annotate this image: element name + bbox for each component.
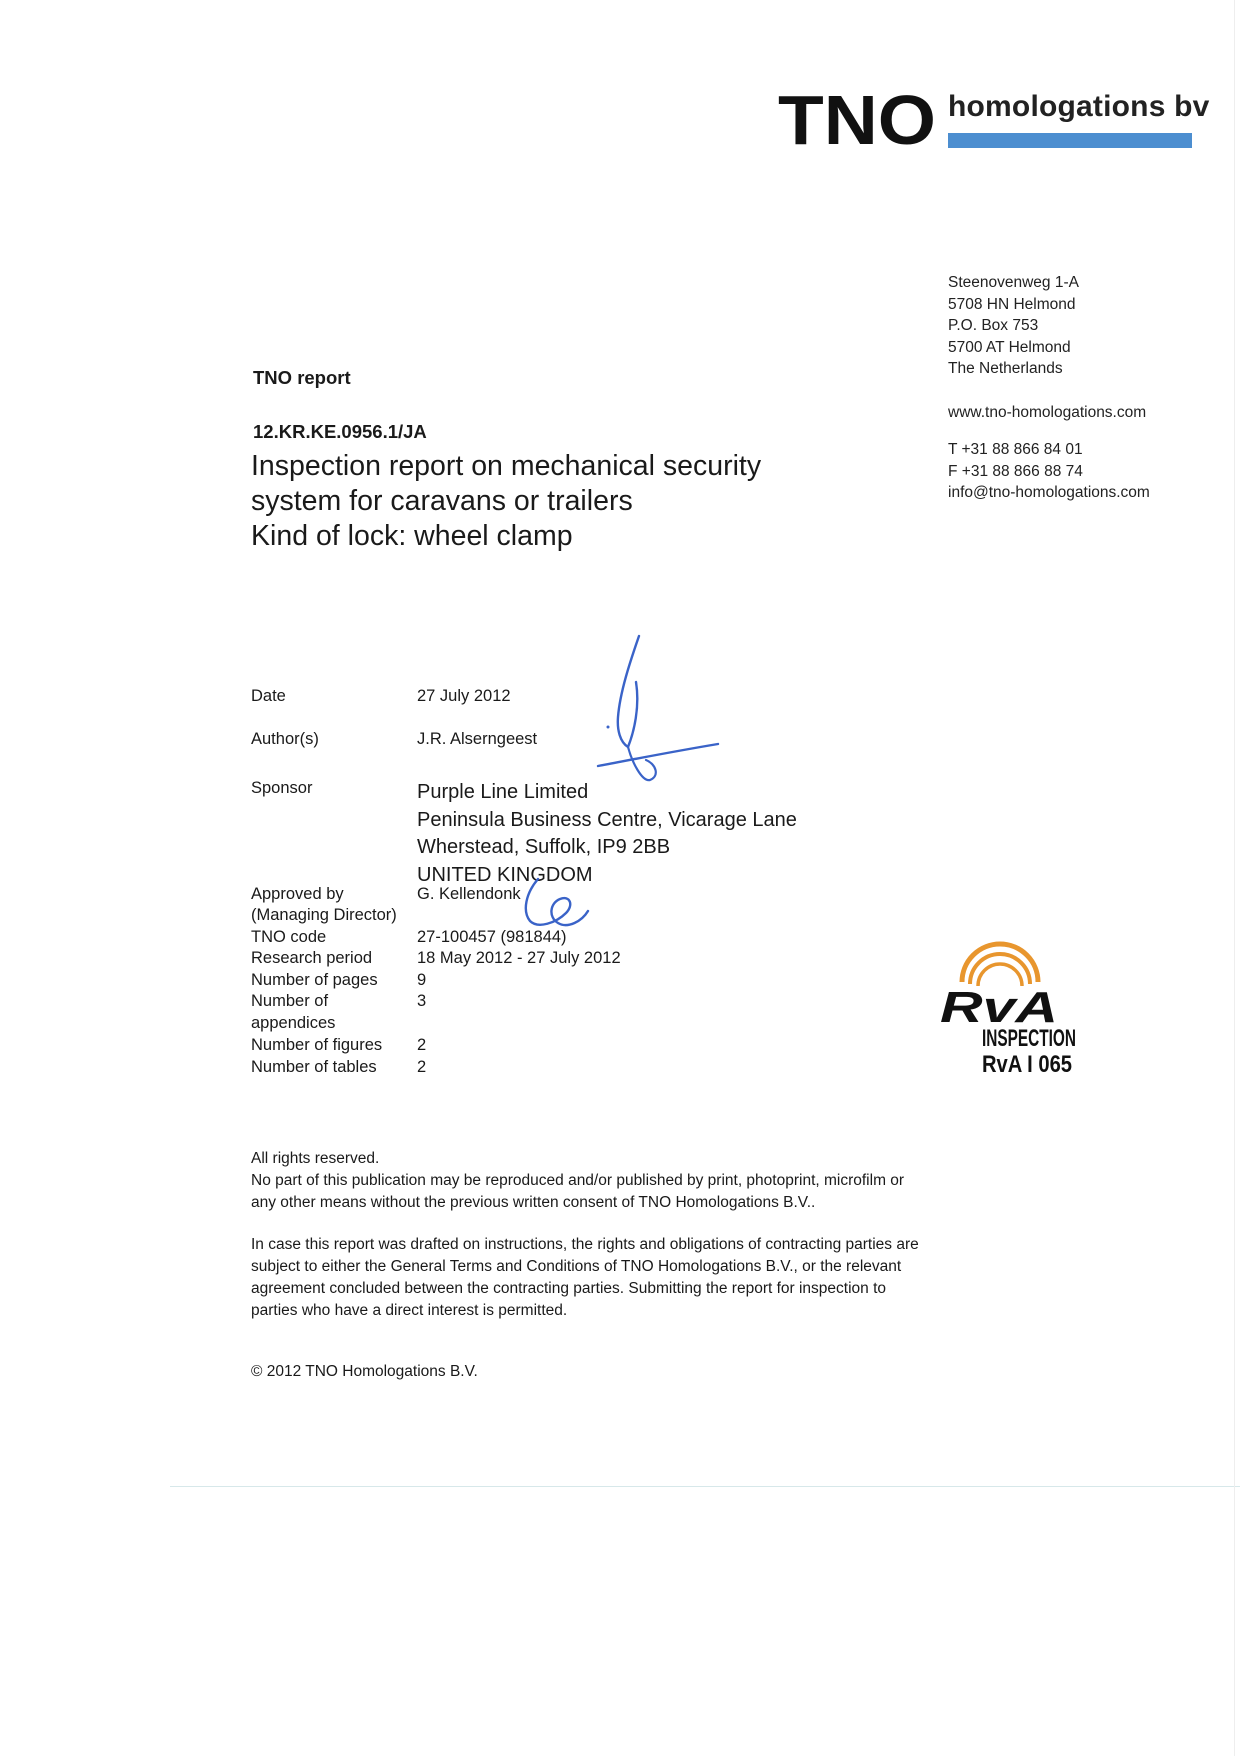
report-title-line: Kind of lock: wheel clamp xyxy=(251,520,573,552)
report-title xyxy=(251,449,761,554)
scan-divider-line xyxy=(170,1486,1240,1487)
approver-signature xyxy=(516,873,592,931)
report-id: 12.KR.KE.0956.1/JA xyxy=(253,421,427,442)
tno-logo-text: TNO xyxy=(778,81,936,159)
sponsor-address xyxy=(417,779,797,889)
pages-value: 9 xyxy=(417,971,427,989)
sponsor-label: Sponsor xyxy=(251,779,313,797)
sponsor-line: Purple Line Limited xyxy=(417,781,589,803)
address-line: 5700 AT Helmond xyxy=(948,338,1071,356)
page-edge-line xyxy=(1234,0,1235,1756)
period-label: Research period xyxy=(251,949,373,967)
website-link[interactable]: www.tno-homologations.com xyxy=(948,404,1147,421)
code-value: 27-100457 (981844) xyxy=(417,928,567,946)
rva-inspection-label: INSPECTION xyxy=(982,1025,1076,1052)
approved-label: Approved by xyxy=(251,885,344,903)
copyright-notice: © 2012 TNO Homologations B.V. xyxy=(251,1363,478,1380)
figures-label: Number of figures xyxy=(251,1036,383,1054)
rights-text: No part of this publication may be reproduced and/or published by print, photoprint, microfilm or any other means without the previous written consent of TNO Homologations B.V.. xyxy=(251,1171,905,1211)
address-block xyxy=(948,272,1079,380)
pages-label: Number of pages xyxy=(251,971,378,989)
report-title-line: Inspection report on mechanical security xyxy=(251,450,762,482)
approved-role-label: (Managing Director) xyxy=(251,906,397,924)
authors-value: J.R. Alserngeest xyxy=(417,730,538,748)
author-signature xyxy=(590,632,720,782)
approved-value: G. Kellendonk xyxy=(417,885,521,903)
figures-value: 2 xyxy=(417,1036,427,1054)
contact-block xyxy=(948,439,1150,504)
appendices-label: Number of xyxy=(251,992,329,1010)
date-label: Date xyxy=(251,687,286,705)
rva-logo-letters: RvA xyxy=(940,983,1058,1032)
report-title-line: system for caravans or trailers xyxy=(251,485,633,517)
fax-number: F +31 88 866 88 74 xyxy=(948,462,1083,480)
date-value: 27 July 2012 xyxy=(417,687,511,705)
address-line: P.O. Box 753 xyxy=(948,317,1039,335)
period-value: 18 May 2012 - 27 July 2012 xyxy=(417,949,621,967)
sponsor-line: Peninsula Business Centre, Vicarage Lane xyxy=(417,808,797,831)
code-label: TNO code xyxy=(251,928,327,946)
address-line: The Netherlands xyxy=(948,360,1063,378)
rva-inspection-logo xyxy=(940,938,1090,1076)
tno-logo xyxy=(778,81,938,159)
instructions-text: In case this report was drafted on instructions, the rights and obligations of contracting parties are subject to either the General Terms and Conditions of TNO Homologations B.V., or the relevant agreement concluded between the contracting parties. Submitting the report for inspection to parties who have a direct interest is permitted. xyxy=(251,1236,919,1319)
phone-number: T +31 88 866 84 01 xyxy=(948,441,1083,458)
tables-label: Number of tables xyxy=(251,1058,377,1076)
rights-section xyxy=(251,1148,931,1343)
tables-value: 2 xyxy=(417,1058,427,1076)
appendices-label-cont: appendices xyxy=(251,1014,336,1032)
brand-bar xyxy=(948,133,1192,148)
rights-title: All rights reserved. xyxy=(251,1150,380,1167)
sponsor-line: Wherstead, Suffolk, IP9 2BB xyxy=(417,836,671,858)
email-link[interactable]: info@tno-homologations.com xyxy=(948,484,1150,502)
sponsor-line: UNITED KINGDOM xyxy=(417,863,593,886)
address-line: 5708 HN Helmond xyxy=(948,295,1076,313)
appendices-value: 3 xyxy=(417,992,427,1010)
rva-number: RvA I 065 xyxy=(982,1051,1072,1078)
report-label: TNO report xyxy=(253,367,351,388)
authors-label: Author(s) xyxy=(251,730,319,748)
brand-name: homologations bv xyxy=(948,90,1210,123)
address-line: Steenovenweg 1-A xyxy=(948,274,1079,291)
